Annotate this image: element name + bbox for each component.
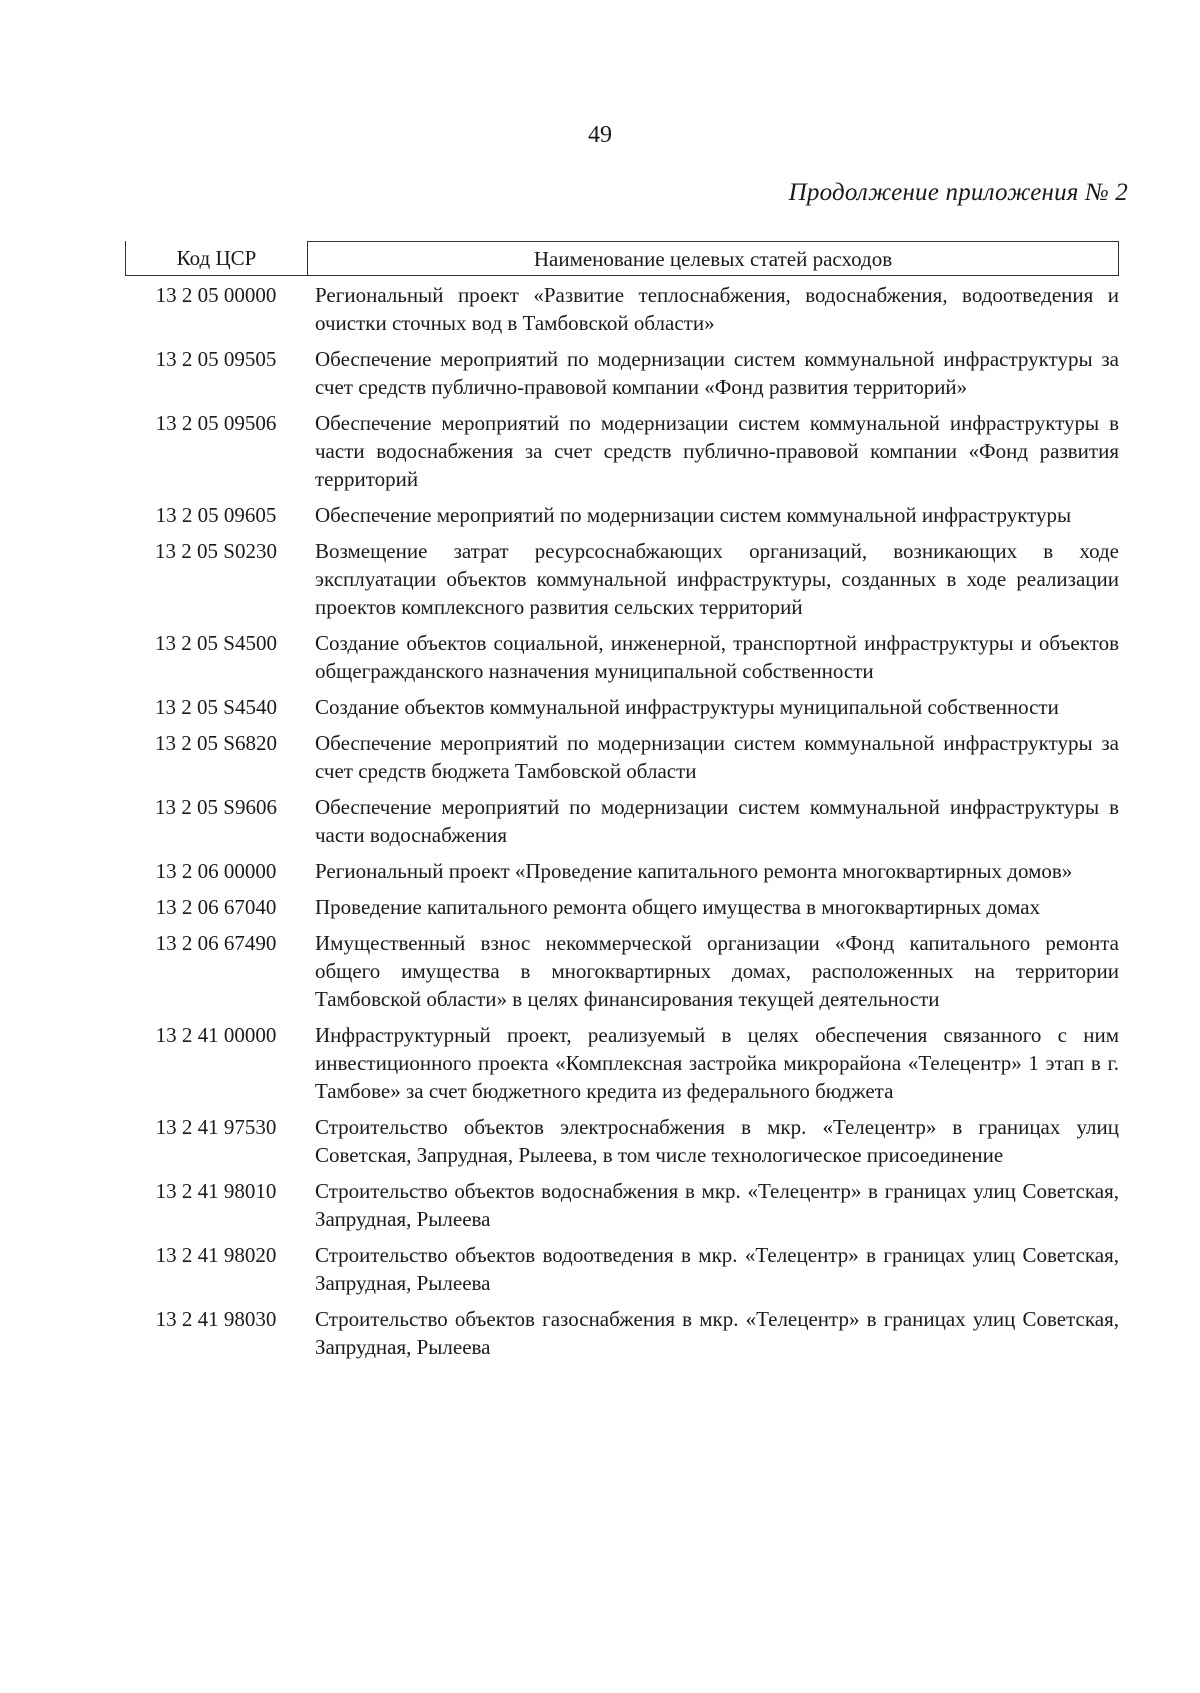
row-name: Строительство объектов электроснабжения в мкр. «Телецентр» в границах улиц Советская, Запрудная, Рылеева, в том числе технологическое присоединение (315, 1115, 1119, 1167)
table-row (125, 693, 1119, 721)
table-row (125, 1021, 1119, 1105)
row-code: 13 2 05 S4500 (155, 631, 277, 655)
table-row (125, 1241, 1119, 1297)
row-code: 13 2 05 S6820 (155, 731, 277, 755)
row-code: 13 2 06 00000 (155, 859, 277, 883)
row-code: 13 2 05 00000 (155, 283, 277, 307)
row-name: Имущественный взнос некоммерческой организации «Фонд капитального ремонта общего имущества в многоквартирных домах, расположенных на территории Тамбовской области» в целях финансирования текущей деятельности (315, 931, 1119, 1011)
row-code: 13 2 05 09605 (155, 503, 277, 527)
row-name: Проведение капитального ремонта общего имущества в многоквартирных домах (315, 895, 1041, 919)
row-name: Обеспечение мероприятий по модернизации систем коммунальной инфраструктуры за счет средств публично-правовой компании «Фонд развития территорий» (315, 347, 1119, 399)
table-row (125, 929, 1119, 1013)
row-code: 13 2 05 09506 (155, 411, 277, 435)
row-code: 13 2 05 S9606 (155, 795, 277, 819)
table-row (125, 1113, 1119, 1169)
table-row (125, 1177, 1119, 1233)
row-name: Строительство объектов водоотведения в мкр. «Телецентр» в границах улиц Советская, Запрудная, Рылеева (315, 1243, 1119, 1295)
row-code: 13 2 06 67490 (155, 931, 277, 955)
table-row (125, 1305, 1119, 1361)
table-body (125, 281, 1119, 1369)
row-code: 13 2 05 09505 (155, 347, 277, 371)
table-row (125, 893, 1119, 921)
header-name: Наименование целевых статей расходов (307, 241, 1119, 276)
table-row (125, 409, 1119, 493)
table-row (125, 537, 1119, 621)
row-code: 13 2 41 97530 (155, 1115, 277, 1139)
row-code: 13 2 05 S4540 (155, 695, 277, 719)
row-code: 13 2 05 S0230 (155, 539, 277, 563)
table-row (125, 281, 1119, 337)
row-name: Обеспечение мероприятий по модернизации систем коммунальной инфраструктуры (315, 503, 1072, 527)
table-row (125, 501, 1119, 529)
row-code: 13 2 41 98030 (155, 1307, 277, 1331)
table-row (125, 729, 1119, 785)
row-name: Обеспечение мероприятий по модернизации систем коммунальной инфраструктуры за счет средств бюджета Тамбовской области (315, 731, 1119, 783)
row-name: Создание объектов социальной, инженерной, транспортной инфраструктуры и объектов общегражданского назначения муниципальной собственности (315, 631, 1119, 683)
page-number: 49 (588, 122, 612, 148)
row-name: Региональный проект «Развитие теплоснабжения, водоснабжения, водоотведения и очистки сточных вод в Тамбовской области» (315, 283, 1119, 335)
row-code: 13 2 06 67040 (155, 895, 277, 919)
row-name: Региональный проект «Проведение капитального ремонта многоквартирных домов» (315, 859, 1073, 883)
row-name: Возмещение затрат ресурсоснабжающих организаций, возникающих в ходе эксплуатации объектов коммунальной инфраструктуры, созданных в ходе реализации проектов комплексного развития сельских территорий (315, 539, 1119, 619)
row-name: Инфраструктурный проект, реализуемый в целях обеспечения связанного с ним инвестиционного проекта «Комплексная застройка микрорайона «Телецентр» 1 этап в г. Тамбове» за счет бюджетного кредита из федерального бюджета (315, 1023, 1119, 1103)
row-code: 13 2 41 00000 (155, 1023, 277, 1047)
table-header (125, 241, 1119, 276)
table-row (125, 857, 1119, 885)
header-code: Код ЦСР (125, 241, 307, 276)
row-name: Строительство объектов водоснабжения в мкр. «Телецентр» в границах улиц Советская, Запрудная, Рылеева (315, 1179, 1119, 1231)
table-row (125, 629, 1119, 685)
row-code: 13 2 41 98010 (155, 1179, 277, 1203)
row-code: 13 2 41 98020 (155, 1243, 277, 1267)
table-row (125, 345, 1119, 401)
row-name: Создание объектов коммунальной инфраструктуры муниципальной собственности (315, 695, 1059, 719)
row-name: Строительство объектов газоснабжения в мкр. «Телецентр» в границах улиц Советская, Запрудная, Рылеева (315, 1307, 1119, 1359)
table-row (125, 793, 1119, 849)
row-name: Обеспечение мероприятий по модернизации систем коммунальной инфраструктуры в части водоснабжения (315, 795, 1119, 847)
row-name: Обеспечение мероприятий по модернизации систем коммунальной инфраструктуры в части водоснабжения за счет средств публично-правовой компании «Фонд развития территорий (315, 411, 1119, 491)
continuation-title: Продолжение приложения № 2 (788, 179, 1128, 206)
